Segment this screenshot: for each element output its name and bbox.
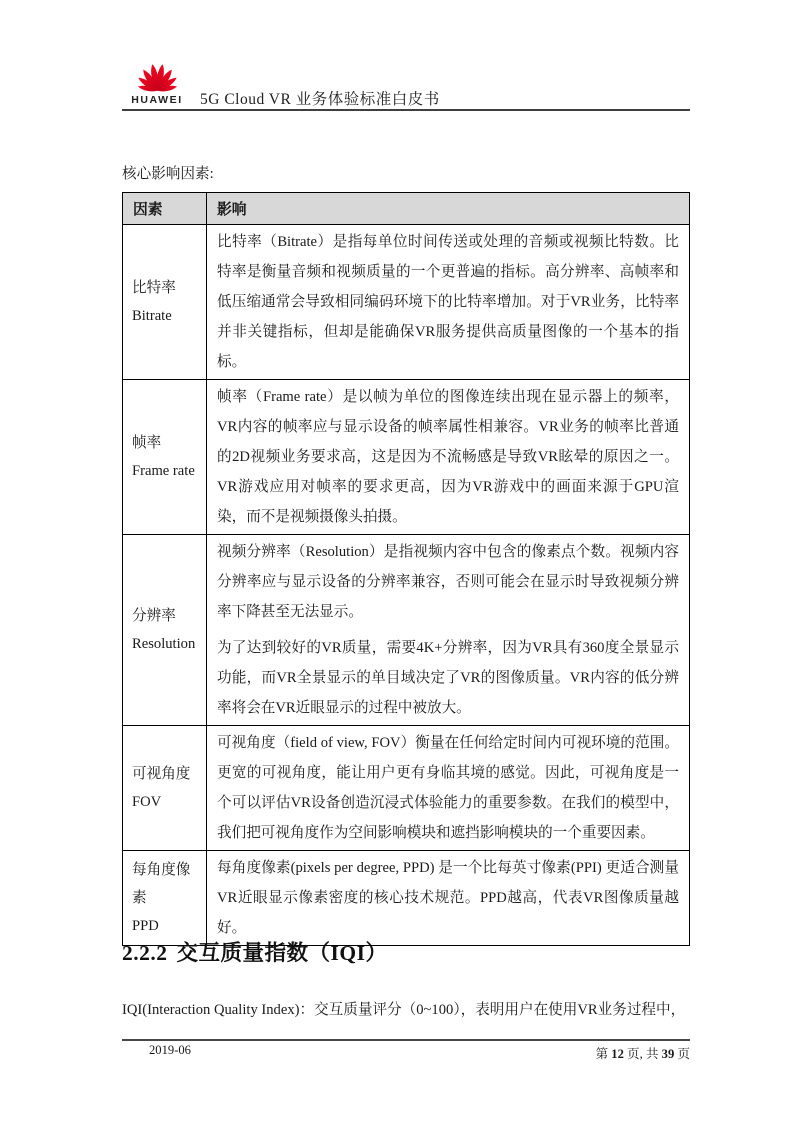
factor-cell: [123, 535, 207, 726]
factor-name-cn: 比特率: [132, 280, 176, 296]
footer-page-info: [596, 1043, 690, 1062]
factors-table: [122, 192, 690, 946]
impact-cell: [207, 225, 690, 380]
table-row-frame-rate: [123, 380, 690, 535]
factor-name-en: Bitrate: [132, 308, 172, 324]
section-heading: [122, 936, 387, 967]
huawei-logo: [127, 53, 187, 106]
factor-name-cn: 可视角度: [132, 766, 191, 782]
impact-paragraph: 比特率（Bitrate）是指每单位时间传送或处理的音频或视频比特数。比特率是衡量音频和视频质量的一个更普遍的指标。高分辨率、高帧率和低压缩通常会导致相同编码环境下的比特率增加。对于VR业务，比特率并非关键指标，但却是能确保VR服务提供高质量图像的一个基本的指标。: [217, 234, 679, 370]
footer-page-total: 39: [661, 1047, 675, 1061]
factor-name-cn: 每角度像素: [132, 862, 191, 906]
footer-page-mid: 页, 共: [623, 1047, 662, 1061]
column-header-impact: 影响: [207, 193, 690, 225]
section-title: 交互质量指数（IQI）: [176, 941, 388, 965]
factor-name-en: PPD: [132, 918, 159, 934]
factor-name-cn: 分辨率: [132, 608, 176, 624]
table-header-row: [123, 193, 690, 225]
table-row-bitrate: [123, 225, 690, 380]
factor-cell: [123, 851, 207, 946]
impact-paragraph: 每角度像素(pixels per degree, PPD) 是一个比每英寸像素(PPI) 更适合测量VR近眼显示像素密度的核心技术规范。PPD越高，代表VR图像质量越好。: [217, 860, 679, 936]
impact-cell: [207, 851, 690, 946]
factor-name-cn: 帧率: [132, 435, 162, 451]
footer-date: 2019-06: [149, 1043, 191, 1057]
impact-paragraph: 帧率（Frame rate）是以帧为单位的图像连续出现在显示器上的频率，VR内容的帧率应与显示设备的帧率属性相兼容。VR业务的帧率比普通的2D视频业务要求高，这是因为不流畅感是导致VR眩晕的原因之一。VR游戏应用对帧率的要求更高，因为VR游戏中的画面来源于GPU渲染，而不是视频摄像头拍摄。: [217, 389, 679, 525]
intro-text: 核心影响因素:: [122, 166, 214, 182]
footer-rule: [122, 1039, 690, 1041]
impact-cell: [207, 726, 690, 851]
huawei-flower-icon: [134, 53, 181, 93]
body-paragraph: IQI(Interaction Quality Index)：交互质量评分（0~100），表明用户在使用VR业务过程中，: [122, 1002, 686, 1018]
factor-cell: [123, 380, 207, 535]
impact-cell: [207, 535, 690, 726]
footer-page-prefix: 第: [595, 1047, 612, 1061]
factor-name-en: Resolution: [132, 636, 196, 652]
factor-cell: [123, 726, 207, 851]
huawei-logo-text: HUAWEI: [131, 94, 183, 106]
section-number: 2.2.2: [122, 941, 168, 965]
impact-paragraph: 为了达到较好的VR质量，需要4K+分辨率，因为VR具有360度全景显示功能，而VR全景显示的单目域决定了VR的图像质量。VR内容的低分辨率将会在VR近眼显示的过程中被放大。: [217, 640, 679, 716]
impact-paragraph: 视频分辨率（Resolution）是指视频内容中包含的像素点个数。视频内容分辨率应与显示设备的分辨率兼容，否则可能会在显示时导致视频分辨率下降甚至无法显示。: [217, 544, 679, 620]
factor-name-en: FOV: [132, 794, 162, 810]
factor-cell: [123, 225, 207, 380]
impact-cell: [207, 380, 690, 535]
header-rule: [122, 109, 690, 111]
column-header-factor: 因素: [123, 193, 207, 225]
table-row-ppd: [123, 851, 690, 946]
page-footer: [122, 1043, 690, 1062]
impact-paragraph: 可视角度（field of view, FOV）衡量在任何给定时间内可视环境的范围。更宽的可视角度，能让用户更有身临其境的感觉。因此，可视角度是一个可以评估VR设备创造沉浸式体验能力的重要参数。在我们的模型中，我们把可视角度作为空间影响模块和遮挡影响模块的一个重要因素。: [217, 735, 679, 841]
footer-page-number: 12: [611, 1047, 624, 1061]
header-title: 5G Cloud VR 业务体验标准白皮书: [200, 91, 440, 108]
footer-page-suffix: 页: [674, 1047, 690, 1061]
table-row-resolution: [123, 535, 690, 726]
factor-name-en: Frame rate: [132, 463, 195, 479]
table-row-fov: [123, 726, 690, 851]
